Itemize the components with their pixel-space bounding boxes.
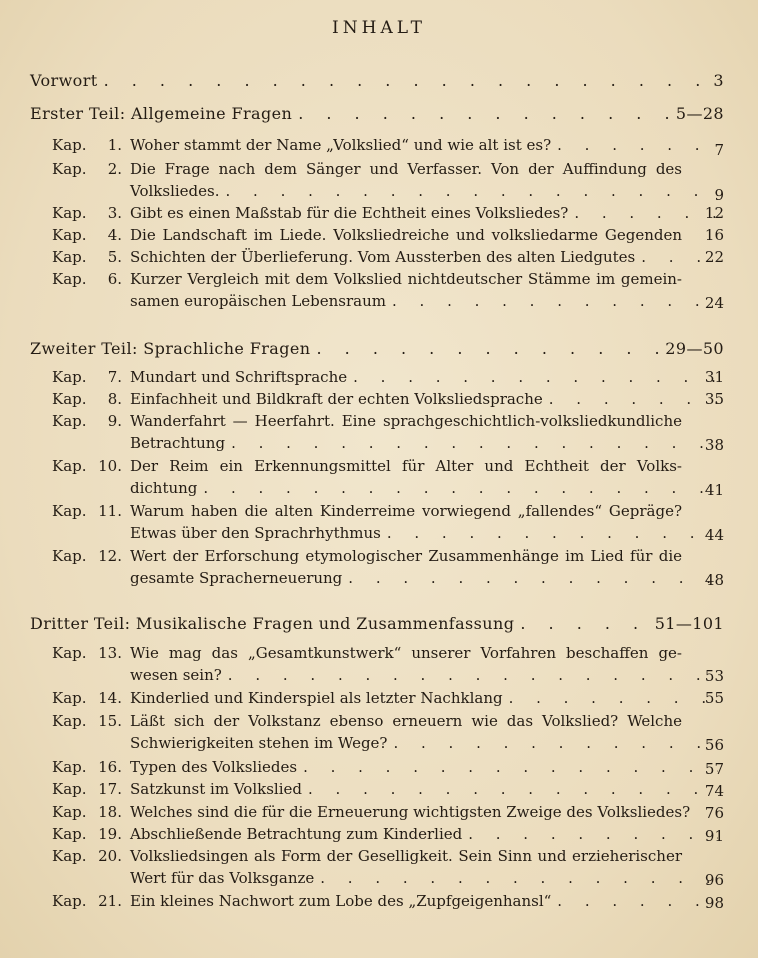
chapter-number: 14. [98, 689, 122, 707]
part-pages: 29—50 [665, 339, 724, 358]
chapter-title: Läßt sich der Volkstanz ebenso erneuern wie das Volkslied? Welche [130, 712, 682, 730]
dot-leader [509, 687, 718, 709]
chapter-title-line [130, 823, 724, 845]
chapter-title-line [130, 246, 724, 268]
chapter-title-line [130, 290, 724, 312]
chapter-title-line [130, 134, 724, 156]
chapter-title-line [130, 202, 724, 224]
dot-leader [574, 202, 718, 224]
dot-leader [549, 388, 718, 410]
chapter-title-cont: dichtung [130, 479, 198, 497]
chapter-title-cont: Wert für das Volksganze [130, 869, 315, 887]
chapter-title-line [130, 778, 724, 800]
chapter-number: 15. [98, 712, 122, 730]
dot-leader [308, 778, 718, 800]
chapter-page: 35 [704, 390, 724, 408]
kap-label: Kap. [52, 412, 87, 430]
kap-label: Kap. [52, 847, 87, 865]
kap-label: Kap. [52, 825, 87, 843]
chapter-number: 21. [98, 892, 122, 910]
dot-leader [387, 522, 718, 544]
chapter-title: Kinderlied und Kinderspiel als letzter Nachklang [130, 689, 503, 707]
chapter-title-line [130, 477, 724, 499]
page-title: INHALT [332, 18, 426, 38]
dot-leader [348, 567, 718, 589]
chapter-title: Die Landschaft im Liede. Volksliedreiche und volksliedarme Gegenden [130, 226, 682, 244]
chapter-page: 57 [704, 760, 724, 778]
chapter-title-line [130, 756, 724, 778]
kap-label: Kap. [52, 803, 87, 821]
dot-leader [298, 103, 670, 125]
part-label: Erster Teil: Allgemeine Fragen [30, 104, 293, 123]
chapter-page: 98 [704, 894, 724, 912]
toc-part-3 [30, 613, 724, 635]
dot-leader [303, 756, 718, 778]
dot-leader [226, 180, 719, 202]
chapter-number: 18. [98, 803, 122, 821]
chapter-page: 53 [704, 667, 724, 685]
chapter-page: 16 [704, 226, 724, 244]
dot-leader [393, 732, 718, 754]
part-pages: 5—28 [675, 104, 724, 123]
chapter-page: 41 [704, 481, 724, 499]
chapter-number: 17. [98, 780, 122, 798]
chapter-title: Gibt es einen Maßstab für die Echtheit eines Volksliedes? [130, 204, 569, 222]
chapter-title: Ein kleines Nachwort zum Lobe des „Zupfgeigenhansl“ [130, 892, 552, 910]
toc-entry-vorwort [30, 70, 724, 92]
kap-label: Kap. [52, 390, 87, 408]
chapter-title: Satzkunst im Volkslied [130, 780, 302, 798]
kap-label: Kap. [52, 547, 87, 565]
chapter-title: Wert der Erforschung etymologischer Zusammenhänge im Lied für die [130, 547, 682, 565]
chapter-page: 91 [704, 827, 724, 845]
chapter-title: Typen des Volksliedes [130, 758, 298, 776]
chapter-title-line [130, 567, 724, 589]
kap-label: Kap. [52, 368, 87, 386]
dot-leader [104, 70, 708, 92]
chapter-number: 9. [107, 412, 122, 430]
dot-leader [203, 477, 718, 499]
chapter-number: 12. [98, 547, 122, 565]
chapter-title: Die Frage nach dem Sänger und Verfasser. Von der Auffindung des [130, 160, 682, 178]
kap-label: Kap. [52, 270, 87, 288]
dot-leader [392, 290, 718, 312]
chapter-title-cont: Volksliedes. [130, 182, 220, 200]
chapter-title: Abschließende Betrachtung zum Kinderlied [130, 825, 463, 843]
chapter-number: 20. [98, 847, 122, 865]
dot-leader [520, 613, 648, 635]
chapter-page: 31 [704, 368, 724, 386]
chapter-page: 12 [704, 204, 724, 222]
chapter-title-line [130, 890, 724, 912]
chapter-title: Wanderfahrt — Heerfahrt. Eine sprachgeschichtlich-volksliedkundliche [130, 412, 682, 430]
chapter-number: 6. [107, 270, 122, 288]
chapter-title: Volksliedsingen als Form der Geselligkeit. Sein Sinn und erzieherischer [130, 847, 682, 865]
toc-part-2 [30, 338, 724, 360]
toc-part-1 [30, 103, 724, 125]
chapter-page: 38 [704, 436, 724, 454]
chapter-title-line [130, 432, 724, 454]
chapter-title: Schichten der Überlieferung. Vom Aussterben des alten Liedgutes [130, 248, 636, 266]
chapter-number: 5. [107, 248, 122, 266]
chapter-title-cont: Schwierigkeiten stehen im Wege? [130, 734, 388, 752]
chapter-number: 2. [107, 160, 122, 178]
chapter-page: 24 [704, 294, 724, 312]
chapter-page: 74 [704, 782, 724, 800]
chapter-page: 7 [714, 141, 724, 159]
kap-label: Kap. [52, 689, 87, 707]
kap-label: Kap. [52, 712, 87, 730]
chapter-title: Woher stammt der Name „Volkslied“ und wie alt ist es? [130, 136, 552, 154]
chapter-title-cont: Betrachtung [130, 434, 226, 452]
kap-label: Kap. [52, 136, 87, 154]
kap-label: Kap. [52, 502, 87, 520]
dot-leader [231, 432, 718, 454]
dot-leader [316, 338, 659, 360]
dot-leader [557, 134, 718, 156]
chapter-number: 10. [98, 457, 122, 475]
kap-label: Kap. [52, 457, 87, 475]
dot-leader [228, 664, 718, 686]
chapter-number: 7. [107, 368, 122, 386]
chapter-title: Der Reim ein Erkennungsmittel für Alter und Echtheit der Volks- [130, 457, 682, 475]
kap-label: Kap. [52, 226, 87, 244]
chapter-page: 9 [714, 186, 724, 204]
chapter-title-cont: wesen sein? [130, 666, 222, 684]
chapter-title-cont: gesamte Spracherneuerung [130, 569, 343, 587]
kap-label: Kap. [52, 248, 87, 266]
kap-label: Kap. [52, 758, 87, 776]
entry-page: 3 [713, 71, 724, 90]
chapter-title-line [130, 732, 724, 754]
part-pages: 51—101 [654, 614, 724, 633]
dot-leader [557, 890, 718, 912]
chapter-title: Warum haben die alten Kinderreime vorwiegend „fallendes“ Gepräge? [130, 502, 682, 520]
chapter-title-cont: Etwas über den Sprachrhythmus [130, 524, 381, 542]
chapter-page: 22 [704, 248, 724, 266]
chapter-title-line [130, 366, 724, 388]
chapter-title: Mundart und Schriftsprache [130, 368, 348, 386]
dot-leader [320, 867, 718, 889]
chapter-title-line [130, 388, 724, 410]
chapter-number: 13. [98, 644, 122, 662]
chapter-title: Kurzer Vergleich mit dem Volkslied nichtdeutscher Stämme im gemein- [130, 270, 682, 288]
kap-label: Kap. [52, 892, 87, 910]
part-label: Dritter Teil: Musikalische Fragen und Zusammenfassung [30, 614, 515, 633]
chapter-title: Wie mag das „Gesamtkunstwerk“ unserer Vorfahren beschaffen ge- [130, 644, 682, 662]
kap-label: Kap. [52, 644, 87, 662]
chapter-number: 11. [98, 502, 122, 520]
chapter-title-line [130, 687, 724, 709]
chapter-page: 56 [704, 736, 724, 754]
chapter-number: 3. [107, 204, 122, 222]
chapter-number: 16. [98, 758, 122, 776]
chapter-page: 96 [704, 871, 724, 889]
kap-label: Kap. [52, 160, 87, 178]
chapter-title-line [130, 522, 724, 544]
chapter-title-line [130, 867, 724, 889]
chapter-number: 4. [107, 226, 122, 244]
chapter-page: 76 [704, 804, 724, 822]
chapter-page: 48 [704, 571, 724, 589]
chapter-number: 1. [107, 136, 122, 154]
chapter-title: Welches sind die für die Erneuerung wichtigsten Zweige des Volksliedes? [130, 803, 691, 821]
chapter-number: 19. [98, 825, 122, 843]
entry-label: Vorwort [30, 71, 98, 90]
kap-label: Kap. [52, 204, 87, 222]
kap-label: Kap. [52, 780, 87, 798]
dot-leader [353, 366, 718, 388]
chapter-number: 8. [107, 390, 122, 408]
chapter-page: 55 [704, 689, 724, 707]
chapter-title-line [130, 664, 724, 686]
chapter-title-cont: samen europäischen Lebensraum [130, 292, 386, 310]
dot-leader [468, 823, 718, 845]
chapter-title: Einfachheit und Bildkraft der echten Volksliedsprache [130, 390, 543, 408]
chapter-title-line [130, 180, 724, 202]
chapter-page: 44 [704, 526, 724, 544]
part-label: Zweiter Teil: Sprachliche Fragen [30, 339, 311, 358]
